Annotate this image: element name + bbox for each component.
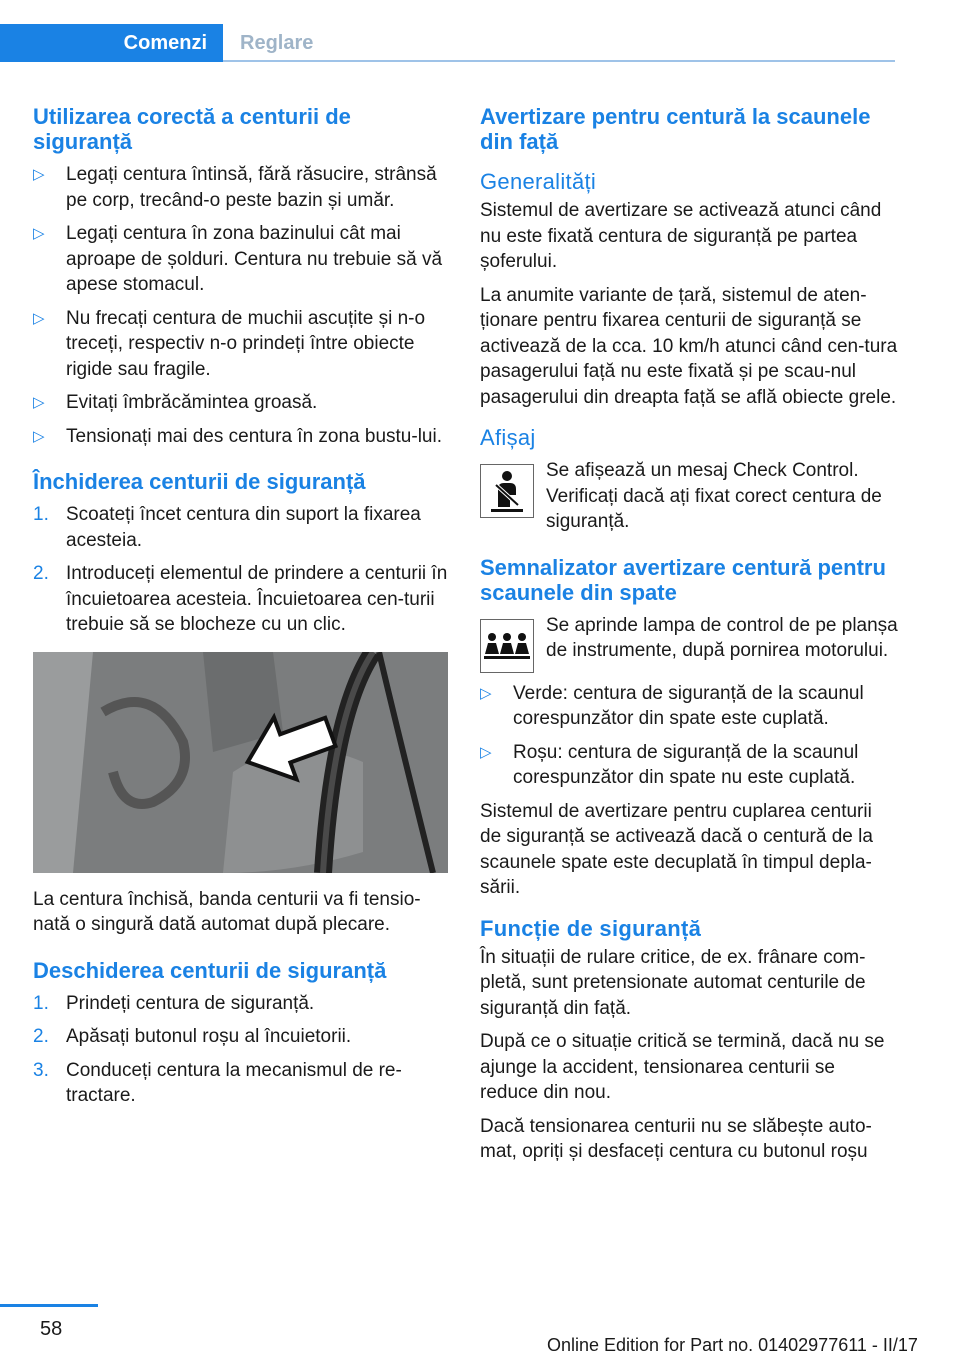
tab-reglare[interactable]: Reglare <box>240 32 314 54</box>
left-column <box>33 104 448 1117</box>
display-text: Se afișează un mesaj Check Control. Verificați dacă ați fixat corect centura de siguranță. <box>546 460 882 532</box>
safety-paragraph-3: Dacă tensionarea centurii nu se slăbește auto-mat, opriți și desfaceți centura cu butonul roșu <box>480 1115 872 1162</box>
seatbelt-illustration <box>33 652 448 873</box>
closing-steps <box>33 502 448 638</box>
triangle-bullet-icon: ▷ <box>33 394 45 411</box>
rear-status-list <box>480 681 898 791</box>
triangle-bullet-icon: ▷ <box>480 684 492 702</box>
step-item: 1. Scoateți încet centura din suport la fixarea acesteia. <box>33 504 421 551</box>
display-icon-block <box>480 458 898 535</box>
section-title-front-warning: Avertizare pentru centură la scaunele din față <box>480 104 871 154</box>
rear-paragraph: Sistemul de avertizare pentru cuplarea centurii de siguranță se activează dacă o centură de la scaunele spate este decuplată în timpul depla-sării. <box>480 800 873 898</box>
list-item: ▷ Verde: centura de siguranță de la scaunul corespunzător din spate este cuplată. <box>480 682 864 729</box>
footer-divider <box>0 1304 98 1307</box>
list-item: ▷ Nu frecați centura de muchii ascuțite și n-o treceți, respectiv n-o prindeți între obiecte rigide sau fragile. <box>33 307 426 380</box>
triangle-bullet-icon: ▷ <box>33 309 45 327</box>
section-title-closing: Închiderea centurii de siguranță <box>33 469 366 494</box>
closing-note: La centura închisă, banda centurii va fi tensio-nată o singură dată automat după plecare. <box>33 888 421 935</box>
general-paragraph-2: La anumite variante de țară, sistemul de aten-ționare pentru fixarea centurii de siguranță se activează de la cca. 10 km/h atunci când cen-tura pasagerului față nu este fixată și pe scau-nul pasagerului din dreapta față se află obiecte grele. <box>480 284 898 408</box>
subtitle-display: Afișaj <box>480 425 536 450</box>
tab-divider <box>223 60 895 62</box>
tab-comenzi[interactable]: Comenzi <box>0 24 223 62</box>
section-title-correct-use: Utilizarea corectă a centurii de siguranță <box>33 104 351 154</box>
list-item: ▷ Evitați îmbrăcămintea groasă. <box>33 390 448 416</box>
edition-footer: Online Edition for Part no. 01402977611 - II/17 <box>547 1335 918 1355</box>
seatbelt-photo <box>33 652 448 873</box>
triangle-bullet-icon: ▷ <box>33 427 45 445</box>
right-column <box>480 104 898 1173</box>
rear-seats-icon <box>480 619 534 673</box>
rear-icon-block <box>480 613 898 675</box>
header-tabs <box>0 24 895 62</box>
rear-icon-text: Se aprinde lampa de control de pe planșa de instrumente, după pornirea motorului. <box>546 614 898 661</box>
triangle-bullet-icon: ▷ <box>33 225 45 242</box>
subtitle-safety-function: Funcție de siguranță <box>480 915 702 941</box>
list-item: ▷ Roșu: centura de siguranță de la scaunul corespunzător din spate nu este cuplată. <box>480 741 859 788</box>
section-title-opening: Deschiderea centurii de siguranță <box>33 957 387 983</box>
correct-use-list <box>33 162 448 449</box>
seatbelt-warning-icon <box>480 464 534 518</box>
safety-paragraph-2: După ce o situație critică se termină, dacă nu se ajunge la accident, tensionarea centurii se reduce din nou. <box>480 1031 885 1103</box>
general-paragraph-1: Sistemul de avertizare se activează atunci când nu este fixată centura de siguranță pe partea șoferului. <box>480 200 882 272</box>
step-item: 2. Introduceți elementul de prindere a centurii în încuietoarea acesteia. Încuietoarea cen-turii trebuie să se blocheze cu un clic. <box>33 563 448 635</box>
triangle-bullet-icon: ▷ <box>33 166 45 183</box>
section-title-rear-warning: Semnalizator avertizare centură pentru scaunele din spate <box>480 554 886 605</box>
step-item: 2. Apăsați butonul roșu al încuietorii. <box>33 1026 352 1047</box>
safety-paragraph-1: În situații de rulare critice, de ex. frânare com-pletă, sunt pretensionate automat centurile de siguranță din față. <box>480 946 866 1019</box>
list-item: ▷ Legați centura în zona bazinului cât mai aproape de șolduri. Centura nu trebuie să vă apese stomacul. <box>33 223 443 295</box>
list-item: ▷ Tensionați mai des centura în zona bustu-lui. <box>33 424 448 450</box>
subtitle-general: Generalități <box>480 169 597 194</box>
opening-steps <box>33 991 448 1109</box>
step-item: 1. Prindeți centura de siguranță. <box>33 992 315 1014</box>
triangle-bullet-icon: ▷ <box>480 743 492 761</box>
step-item: 3. Conduceți centura la mecanismul de re-tractare. <box>33 1059 402 1106</box>
page-number: 58 <box>40 1318 63 1340</box>
list-item: ▷ Legați centura întinsă, fără răsucire, strânsă pe corp, trecând-o peste bazin și umăr. <box>33 164 437 211</box>
